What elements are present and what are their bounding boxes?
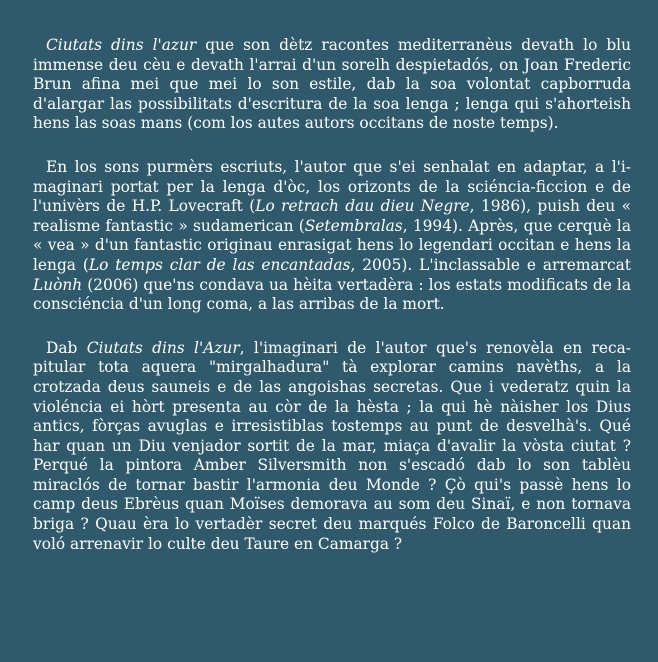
book-title: Lo temps clar de las encantadas <box>88 255 351 274</box>
paragraph-2 <box>33 158 631 315</box>
paragraph-1 <box>33 36 631 134</box>
paragraph-text: Dab <box>46 338 87 357</box>
book-title: Lo retrach dau dieu Negre <box>255 197 470 216</box>
paragraph-text: En los sons purmèrs escriuts, l'autor que s'ei senhalat en adaptar, a l'imaginari portat per la lenga d'òc, los orizonts de la sciéncia-ficcion e de l'univèrs de H.P. Lovecraft ( <box>33 157 631 216</box>
paragraph-text: , 2005). L'inclassable e arremarcat <box>350 255 631 274</box>
paragraph-text: , l'imaginari de l'autor que's renovèla en recapitular tota aquera "mirgalhadura" tà explorar camins navèths, a la crotzada deus sauneis e de las angoishas secretas. Que i vederatz quin la violéncia ei hòrt presenta au còr de la hèsta ; la qui hè nàisher los Dius antics, fòrças avuglas e irresistiblas tostemps au punt de desvelhà's. Qué har quan un Diu venjador sortit de la mar, miaça d'avalir la vòsta ciutat ? Perqué la pintora Amber Silversmith non s'escadó dab lo son tablèu miraclós de tornar bastir l'armonia deu Monde ? Çò qui's passè hens lo camp deus Ebrèus quan Moïses demorava au som deu Sinaï, e non tornava briga ? Quau èra lo vertadèr secret deu marqués Folco de Baroncelli quan voló arrenavir lo culte deu Taure en Camarga ? <box>33 338 631 553</box>
paragraph-text: que son dètz racontes mediterranèus devath lo blu immense deu cèu e devath l'arrai d'un sorelh despietadós, on Joan Frederic Brun afina mei que mei lo son estile, dab la soa volontat capborruda d'alargar las possibilitats d'escritura de la soa lenga ; lenga qui s'ahorteish hens las soas mans (com los autes autors occitans de noste temps). <box>33 36 631 133</box>
book-title: Luònh <box>33 275 83 294</box>
book-title: Ciutats dins l'azur <box>46 36 197 54</box>
paragraph-text: (2006) que'ns condava ua hèita vertadèra : los estats modificats de la consciéncia d'un long coma, a las arribas de la mort. <box>33 275 631 314</box>
paragraph-text: , 1994). Après, que cerquè la « vea » d'un fantastic originau enrasigat hens lo legendari occitan e hens la lenga ( <box>33 216 631 274</box>
paragraph-3 <box>33 339 631 555</box>
paragraph-text: , 1986), puish deu « realisme fantastic » sudamerican ( <box>33 197 631 235</box>
book-title: Setembralas <box>304 216 403 235</box>
book-title: Ciutats dins l'Azur <box>86 338 240 357</box>
